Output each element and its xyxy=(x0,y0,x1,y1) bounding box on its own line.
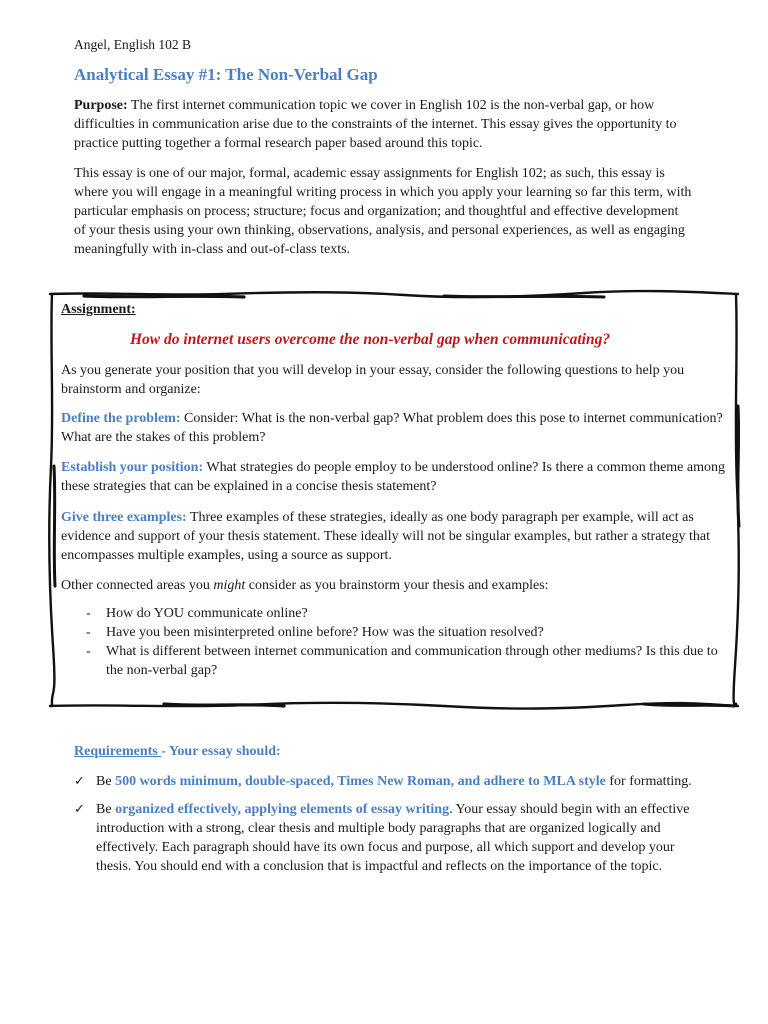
requirements-heading-underlined: Requirements xyxy=(74,744,162,759)
purpose-label: Purpose: xyxy=(74,98,128,113)
checkmark-icon: ✓ xyxy=(74,774,85,789)
checkmark-icon: ✓ xyxy=(74,802,85,817)
other-areas-before: Other connected areas you xyxy=(61,578,214,593)
requirements-heading xyxy=(74,742,281,761)
give-examples-label: Give three examples: xyxy=(61,510,187,525)
requirement-after: for formatting. xyxy=(605,774,692,789)
list-item xyxy=(74,772,704,791)
define-problem-text: Consider: What is the non-verbal gap? What problem does this pose to internet communication? What are the stakes of this problem? xyxy=(61,411,723,445)
dash-bullet: - xyxy=(86,644,91,659)
requirement-before: Be xyxy=(96,802,116,817)
requirement-before: Be xyxy=(96,774,116,789)
give-examples-text: Three examples of these strategies, ideally as one body paragraph per example, will act as evidence and support of your thesis statement. These ideally will not be singular examples, but rather a strategy that encompasses multiple examples, using a source as support. xyxy=(61,510,711,563)
course-header: Angel, English 102 B xyxy=(74,37,191,52)
list-item-text: What is different between internet communication and communication through other mediums? Is this due to the non-verbal gap? xyxy=(106,644,718,678)
requirement-after: . Your essay should begin with an effective introduction with a strong, clear thesis and multiple body paragraphs that are organized logically and effectively. Each paragraph should have its own focus and purpose, all which support and develop your thesis. You should end with a conclusion that is impactful and reflects on the importance of the topic. xyxy=(96,802,690,874)
requirements-list xyxy=(74,772,704,885)
list-item xyxy=(74,800,704,876)
requirement-highlight: organized effectively, applying elements of essay writing xyxy=(115,802,450,817)
list-item-text: How do YOU communicate online? xyxy=(106,606,308,621)
other-areas-paragraph xyxy=(61,576,725,595)
dash-bullet: - xyxy=(86,625,91,640)
dash-bullet: - xyxy=(86,606,91,621)
assignment-question: How do internet users overcome the non-verbal gap when communicating? xyxy=(130,331,611,348)
assignment-intro: As you generate your position that you will develop in your essay, consider the following questions to help you brainstorm and organize: xyxy=(61,363,685,397)
assignment-heading: Assignment: xyxy=(61,302,136,317)
list-item xyxy=(86,604,726,623)
major-assignment-paragraph: This essay is one of our major, formal, academic essay assignments for English 102; as such, this essay is where you will engage in a meaningful writing process in which you apply your learning so far this term, with particular emphasis on process; structure; focus and organization; and thoughtful and effective development of your thesis using your own thinking, observations, analysis, and personal experiences, as well as engaging meaningfully with in-class and out-of-class texts. xyxy=(74,166,692,257)
brainstorm-question-list xyxy=(86,604,726,680)
define-problem-paragraph xyxy=(61,409,725,447)
purpose-text: The first internet communication topic we cover in English 102 is the non-verbal gap, or how difficulties in communication arise due to the constraints of the internet. This essay gives the opportunity to practice putting together a formal research paper based around this topic. xyxy=(74,98,677,151)
list-item-text: Have you been misinterpreted online before? How was the situation resolved? xyxy=(106,625,544,640)
requirements-heading-rest: - Your essay should: xyxy=(161,744,281,759)
define-problem-label: Define the problem: xyxy=(61,411,181,426)
other-areas-emphasis: might xyxy=(213,578,246,593)
list-item xyxy=(86,642,726,680)
list-item xyxy=(86,623,726,642)
establish-position-text: What strategies do people employ to be understood online? Is there a common theme among these strategies that can be explained in a concise thesis statement? xyxy=(61,460,726,494)
other-areas-after: consider as you brainstorm your thesis and examples: xyxy=(245,578,549,593)
page-title: Analytical Essay #1: The Non-Verbal Gap xyxy=(74,65,378,84)
give-examples-paragraph xyxy=(61,508,725,565)
requirement-highlight: 500 words minimum, double-spaced, Times New Roman, and adhere to MLA style xyxy=(115,774,606,789)
establish-position-label: Establish your position: xyxy=(61,460,204,475)
purpose-paragraph xyxy=(74,96,692,153)
establish-position-paragraph xyxy=(61,458,725,496)
